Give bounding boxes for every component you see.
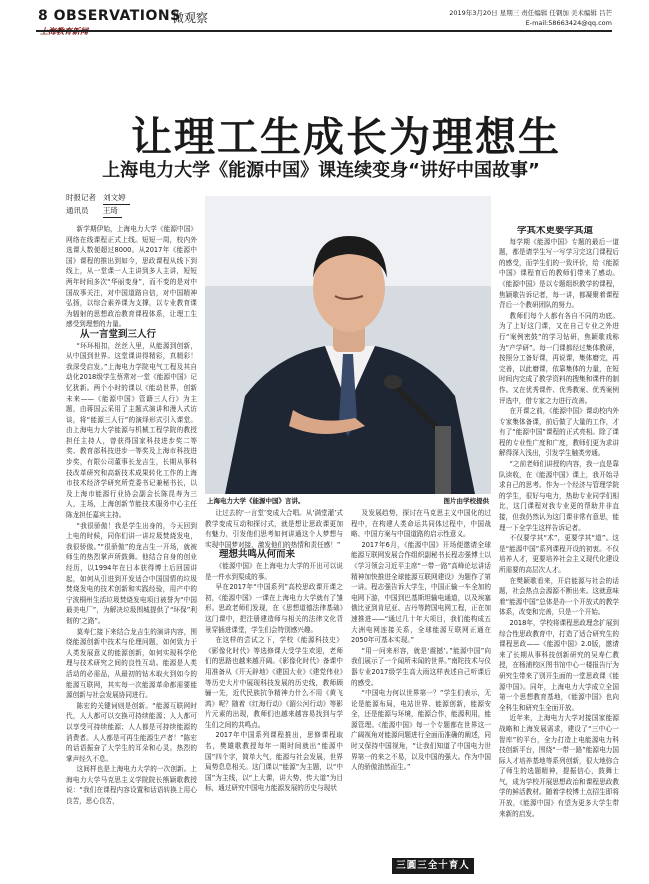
subheadline: 上海电力大学《能源中国》课连续变身“讲好中国故事” (102, 160, 540, 181)
paragraph: 近年来，上海电力大学对接国家能源战略和上海发展需求，建设了“三中心一智库”的平台，全力打造上电能源电力科技创新平台，围绕“一带一路”能源电力国际人才培养基地等系列创新，很大地弥合了师生的选题精神，提振信心，鼓舞士气，成为学校开展思想政治和课程思政教学的鲜活教材。随着学校博士点招生即将开放，《能源中国》有望为更多大学生带来新的启发。 (499, 714, 619, 818)
column-1 (66, 224, 197, 874)
header-rule (36, 30, 612, 32)
paragraph: 莫寿仁接下来结合龙吉生的演讲内容，围绕能源创新中技术与伦理问题，如何致力于人类发展意义的能源创新，如何实现科学伦理与技术研究之间的良性互动。能源是人类活动的必需品，从最初的钻木取火到如今的能源互联网，其实每一次能源革命都需要能源创新与社会发展协同进行。 (66, 627, 197, 700)
headline: 让理工生成长为理想生 (131, 113, 561, 161)
paragraph: 不仅要学其“术”，更要学其“道”。这是“能源中国”系列课程开设的初衷。不仅培养人才，更要培养社会主义现代化建设所需要的高层次人才。 (499, 534, 619, 574)
lecture-photo (205, 196, 491, 494)
column-2 (205, 508, 343, 878)
paragraph: 在这样的尝试之下，学校《能源科技史》《影像化时代》等选修课大受学生欢迎，老师们的思路也越来越开阔。《影像化时代》备课中用准备从《开天辟地》《建国大业》《建党伟业》等历史大片中展现科技发展的历史线，教师顾骊一先，近代民族抗争精神力什么不用《黄飞鸿》呢？随着《红海行动》《湄公河行动》等影片元素的出现，教师们也越来越容易找到与学生们之间的共鸣点。 (205, 636, 343, 729)
column-3 (351, 508, 491, 838)
paragraph: 在樊颖歌看来，开启能源与社会的话题，社会热点会源源不断出来。这就意味着“能源中国”总体是办一个开放式的教学体系，改变和完善，只是一个开始。 (499, 576, 619, 617)
paragraph: 2017年中国系列课程推出，思修课程取名，樊雄歌教授每年一期时间就出“能源中国”四个字，简单大气，能源与社会发展，世界局势息息相关。这门课以“能源”为主题，以“中国”为主线，以“上大课，讲大势，传大道”为目标，通过研究中国电力能源发展的历史与现状 (205, 731, 343, 793)
contact-email: E-mail:58663424@qq.com (525, 19, 612, 27)
speaker-illustration (205, 196, 491, 494)
paragraph: 2018年，学校将课程思政理念扩展到综合性思政教育中，打造了适合研究生的课程思政——《能源中国》2.0版，邀请来了长期从事科技创新研究的吴寿仁教授，在杨浦校区图书馆中心一楼报告厅为研究生带来了别开生面的一堂思政课《能源中国》。同年，上海电力大学成立全国第一个思想教育基地，《能源中国》也向全科生和研究生全面开放。 (499, 618, 619, 712)
byline-role: 时报记者 (66, 193, 96, 202)
section-name: 微观察 (172, 11, 209, 25)
paragraph: “用一问来形容，就是‘震撼’。”能源中国”向我们展示了一个闻所未闻的世界。”南陀技术与仪器专业2017级学生高大雨这样表述自己听课后的感受。 (351, 646, 491, 687)
paragraph: 新学期伊始，上海电力大学《能源中国》网络在线课程正式上线。短短一周，校内外选课人数便超过8000。从2017年《能源中国》课程的推出到如今，思政课程从线下到线上，从一堂课一人主讲到多人主讲，短短两年时间多次“华丽变身”，而不变的是对中国故事关注，对中国道路自信，对中国精神弘扬，以综合素养课为支撑，以专业教育课为辐射的思想政治教育课程体系，让理工生感受到理想的力量。 (66, 225, 197, 329)
section-heading: 理想共鸣从何而来 (219, 549, 296, 561)
paragraph: 每学期《能源中国》专题的最后一道题，都是请学生写一写学习完这门课程后的感受，而学生们的一致评价，给《能源中国》课程育后的教师们带来了感动。《能源中国》是以专题组织教学的课程，焦颖歌告诉记者，每一讲，都凝聚着课程背后一个教研团队的努力。 (499, 237, 619, 310)
paragraph: “中国电力何以世界第一？”学生们表示，无论是能源布局，电站世界、能源创新，能源安全，还是能源与环境，能源合作，能源利用，能源管理。《能源中国》每一个专题都在世界这一广阔视角对能源问题进行全面而准确的阐述，同时又保持中国视角，“让我们知道了中国电力世界第一的来之不易，以及中国的强大。作为中国人的骄傲油然而生。” (351, 689, 491, 772)
paragraph: 早在2017年“中国系列”高校思政课开课之初，《能源中国》一课在上海电力大学就有了雏形。思政老师们发现，在《思想道德法律基础》这门课中，把注册建造师与相关的法律文化背景穿插进课堂，学生们会特别感兴趣。 (205, 583, 343, 634)
paragraph: 2017年6月，《能源中国》开场便邀请全球能源互联网发展合作组织副秘书长程志强博士以《学习领会习近平主席“一带一路”高峰论坛讲话精神加快推进全球能源互联网建设》为题作了第一讲。程志强告诉大学生，中国正输一车全加的电网下游，中国到巴基斯坦输电通道，以及埃塞俄比亚到肯尼亚、吉丹等跨国电网工程，正在加速推进——“通过几十年大项目，我们能构成五大洲电网连接关系，全球能源互联网正通在2050年可基本实现。” (351, 540, 491, 645)
section-number: 8 OBSERVATIONS (38, 8, 181, 24)
paragraph: “之前老师们讲授的内容，我一直是靠队读收，在《能源中国》课上，我开始寻求自己的思考。作为一个经济与管理学院的学生，很好与电力，热助专业同学们相比，这门课程对我专业更的帮助并非直接，但我仍然认为这门课非常有意思，能理一下全学生这样告诉记者。 (499, 460, 619, 532)
paragraph: 及发展趋势，探讨在马克思主义中国化的过程中，在构建人类命运共同体过程中，中国战略、中国方案与中国道路的启示性意义。 (351, 509, 491, 539)
issue-meta (332, 8, 612, 28)
byline-reporter: 刘文婷 (103, 192, 130, 205)
byline-correspondent: 王琦 (103, 205, 122, 218)
issue-date-editors: 2019年3月20日 星期三 责任编辑 任钢加 美术编辑 吕芒 (449, 9, 612, 17)
paragraph: “环环相扣，丝丝入里，从能源到创新，从中国到世界。这堂课讲得精彩，真精彩！我深受启发。”上海电力学院电气工程及其自动化2018级学生蔡常对一堂《能源中国》记忆犹新。两个小时的课以《能动世界，创新未来——《能源中国》管籍三人行》为主题，由蒋国云采用了主题式演讲和漫人式访谈，将“能源三人行”的演绎形式引入课堂。由上海电力大学能源与机械工程学院的教授担任主持人，曾获得国家科技进步奖二等奖、教育部科技进步一等奖及上海市科技进步奖，有限公司董事长龙吉生，长期从事科技改革研究和高新技术成果转化工作的上海市技术经济学研究所党委书记兼秘书长，以及上海市能源行业协会副会长陈昆寿为三人，主场，上海创新节能技术服务中心主任陈龙担任嘉宾主持。 (66, 341, 197, 520)
section-heading: 从一言堂到三人行 (80, 328, 157, 340)
paragraph: “我很骄傲！我是学生出身的，今天回到上电的时候，同你们讲一讲垃圾焚烧发电，我很骄傲。”“很骄傲”的龙吉生一开场，就被师生的热烈掌声所鼓舞。他结合自身的创业经历，以1994年在日本获得博士后回国讲起，如何从引进到开发适合中国国情的垃圾焚烧发电的技术创新和实践经验，用产中的宁波桐州生活垃圾焚烧发电项目被誉为“中国最美电厂”，为解决垃圾围城提供了“环保”利彻的‘之路”。 (66, 521, 197, 625)
photo-credit: 图片由学校提供 (443, 497, 489, 505)
series-tag: 三圓三全十育人 (392, 858, 474, 874)
byline (66, 192, 130, 218)
paragraph: 《能源中国》在上海电力大学的开出可以说是一件水到渠成的事。 (205, 561, 343, 581)
column-4 (499, 226, 619, 876)
paragraph: 陈宏的关键词则是创新。“能源互联网时代，人人都可以交换可持续能源；人人都可以享受可持续能源；人人都是可持续能源的消费者。人人都是可再生能源生产者！”陈宏的话语振奋了大学生的耳朵和心灵。热烈的掌声经久不息。 (66, 701, 197, 763)
paragraph: 这间样也是上海电力大学的一次创新。上海电力大学马克思主义学院院长熊颖歌教授说：“我们在课程内容设置和话语转换上用心良苦，思心良苦， (66, 765, 197, 806)
paragraph: 让过去的‘一言堂’变成大合唱。从‘满堂灌’式教学变成互动和探讨式，就是想让思政课更加有魅力，引发他们思考如何讲通这个人梦想与实现中国梦对接，激发他们的热情和责任感！” (205, 509, 343, 549)
paragraph: 教师们每个人都有各自不同的功底。为了上好这门课，又在自己专业之外进行“案例密鼓”的学习钻研，焦颖歌戏称为“产学研”。每一门课都经过集体教研，按照分工备好课，再说课，集体磨完，再完善，以此磨课，依靠集体的力量，在短时间内完成了教学资料的搜集和课件的制作。又在优秀课件、优秀教案、优秀案例评选中，借专家之力进行改善。 (499, 311, 619, 405)
byline-role: 通讯员 (66, 206, 89, 215)
page-header (36, 8, 612, 82)
paragraph: 在开课之前，《能源中国》课动校内外专家集体备课，前后做了大量的工作，才有了“能源中国”课程的正式亮相。除了课程的专业性广度和广度，教师们更为求讲解得深入浅出，引发学生触类旁通。 (499, 407, 619, 458)
caption-text: 上海电力大学《能源中国》言讲。 (207, 497, 305, 505)
section-heading: 学其术更要学其道 (517, 226, 594, 236)
